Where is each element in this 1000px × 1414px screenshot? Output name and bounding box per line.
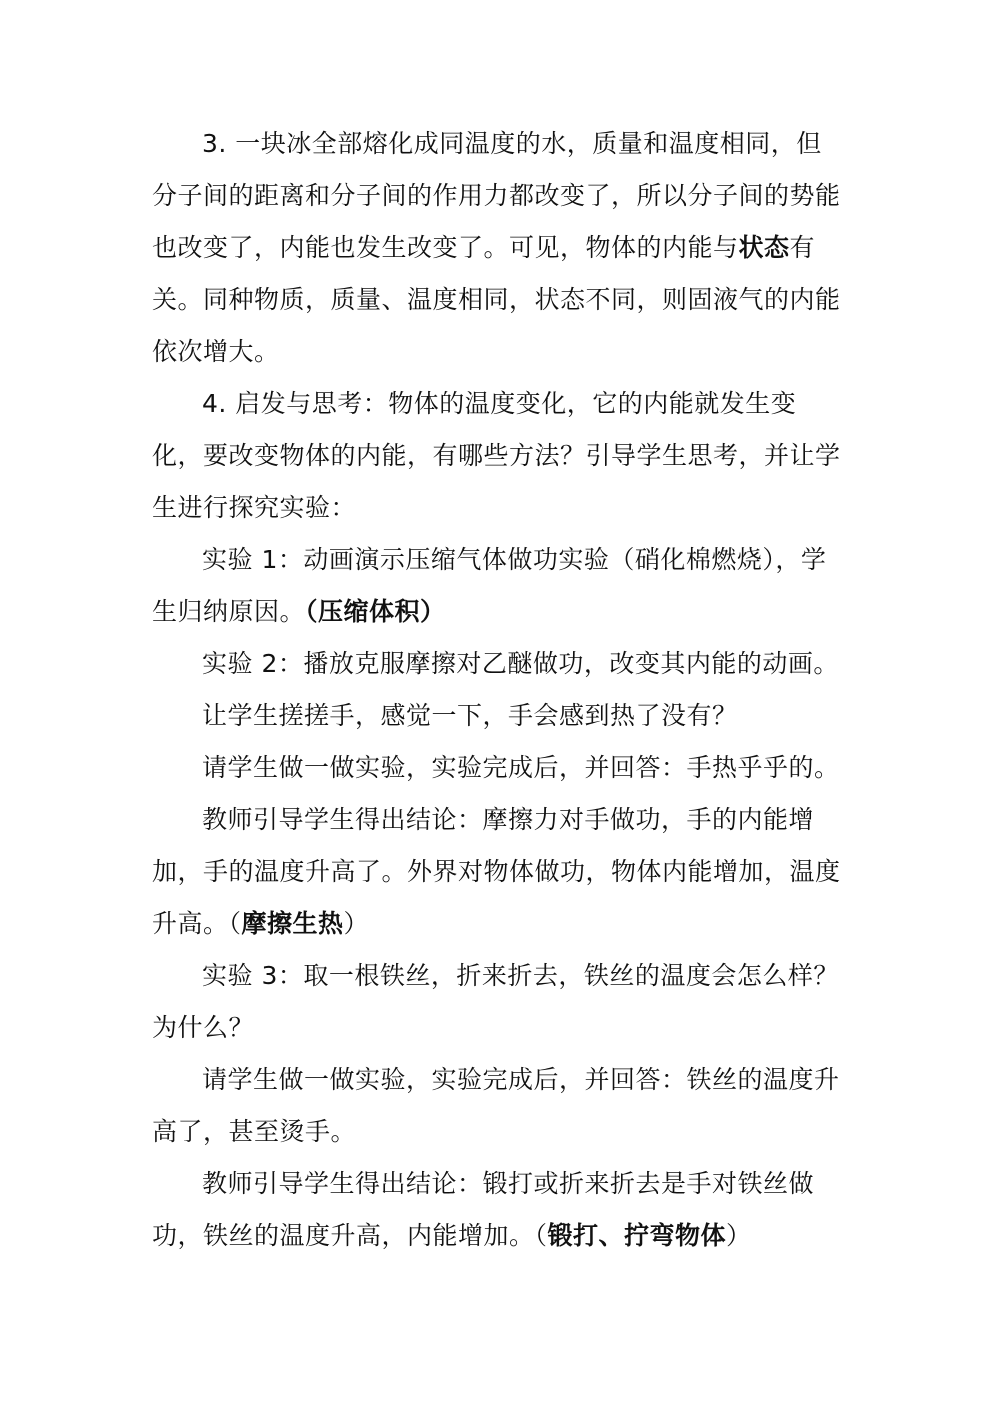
text: 实验 1：动画演示压缩气体做功实验（硝化棉燃烧），学生归纳原因。	[152, 545, 827, 626]
paragraph-experiment-1	[152, 534, 842, 638]
paragraph-conclusion-wire	[152, 1158, 842, 1262]
text: 教师引导学生得出结论：摩擦力对手做功，手的内能增加，手的温度升高了。外界对物体做功，物体内能增加，温度升高。（	[152, 805, 841, 938]
bold-keyword: 状态	[738, 233, 790, 262]
paragraph-experiment-2: 实验 2：播放克服摩擦对乙醚做功，改变其内能的动画。	[202, 649, 839, 678]
text: ）	[343, 909, 370, 938]
paragraph-do-experiment-wire: 请学生做一做实验，实验完成后，并回答：铁丝的温度升高了，甚至烫手。	[152, 1065, 840, 1146]
bold-keyword: （压缩体积）	[305, 597, 446, 626]
text: ）	[726, 1221, 752, 1250]
text: 3. 一块冰全部熔化成同温度的水，质量和温度相同，但分子间的距离和分子间的作用力都改变了，所以分子间的势能也改变了，内能也发生改变了。可见，物体的内能与	[152, 129, 841, 262]
paragraph-conclusion-friction	[152, 794, 842, 950]
document-body	[152, 118, 842, 1262]
bold-keyword: 摩擦生热	[241, 909, 344, 938]
paragraph-3-state	[152, 118, 842, 378]
paragraph-experiment-3: 实验 3：取一根铁丝，折来折去，铁丝的温度会怎么样？为什么？	[152, 961, 839, 1042]
paragraph-do-experiment-hands: 请学生做一做实验，实验完成后，并回答：手热乎乎的。	[202, 753, 840, 782]
text: 教师引导学生得出结论：锻打或折来折去是手对铁丝做功，铁丝的温度升高，内能增加。（	[152, 1169, 815, 1250]
paragraph-4-inspiration: 4. 启发与思考：物体的温度变化，它的内能就发生变化，要改变物体的内能，有哪些方法？引导学生思考，并让学生进行探究实验：	[152, 389, 841, 522]
bold-keyword: 锻打、拧弯物体	[547, 1221, 727, 1250]
paragraph-rub-hands: 让学生搓搓手，感觉一下，手会感到热了没有？	[202, 701, 738, 730]
text: 有关。同种物质，质量、温度相同，状态不同，则固液气的内能依次增大。	[152, 233, 841, 366]
